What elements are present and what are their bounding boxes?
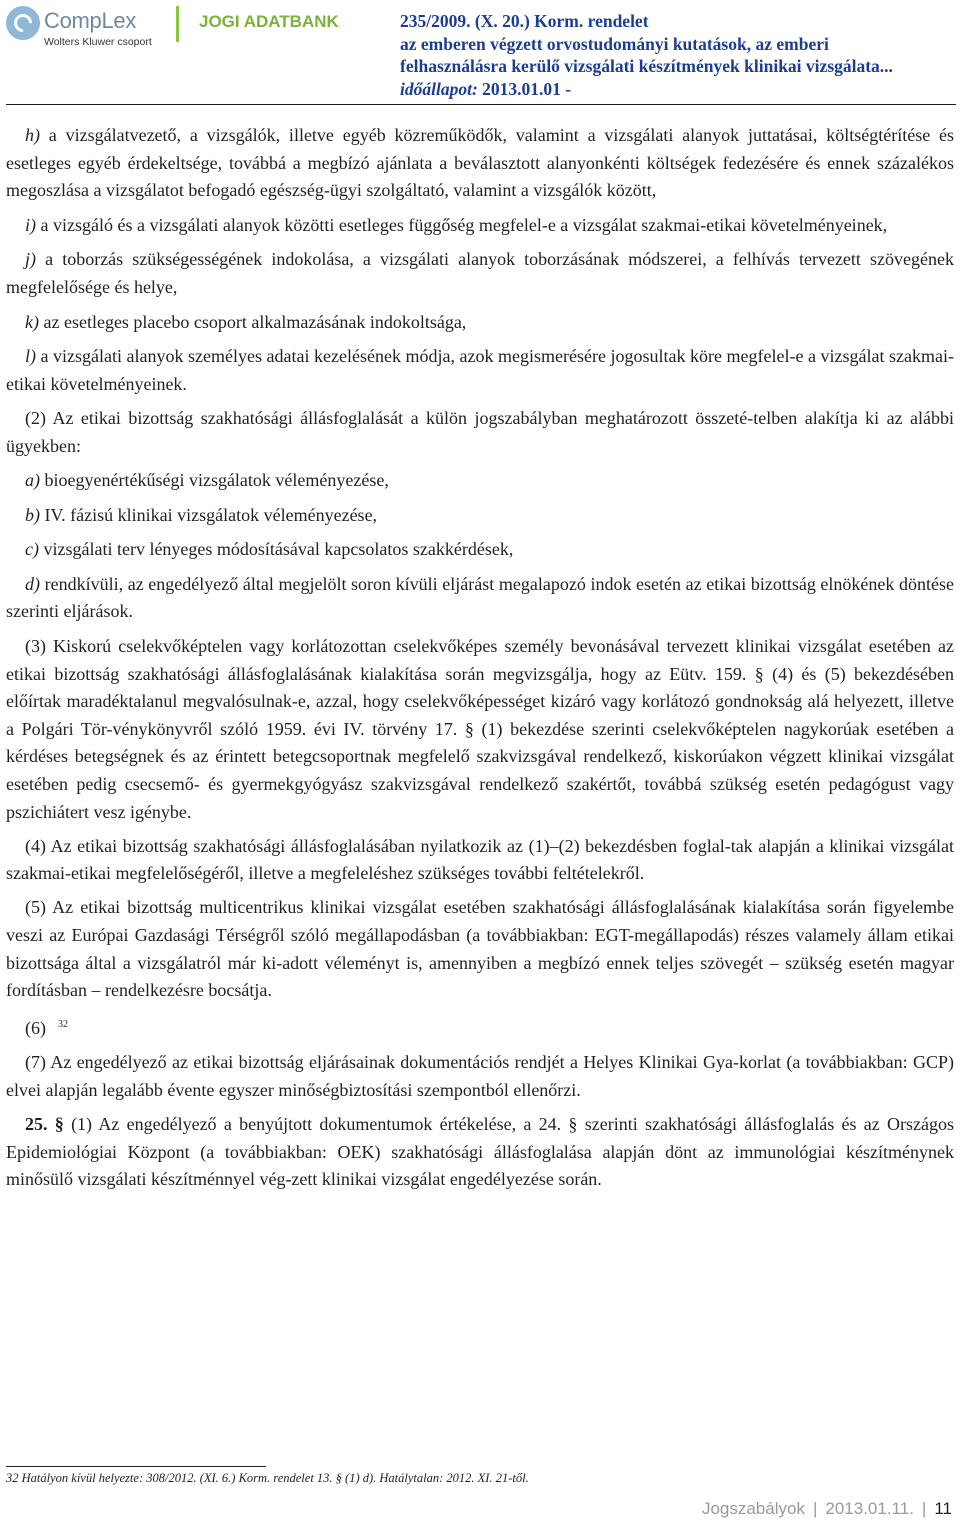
page-header <box>0 0 960 110</box>
list-item-k <box>6 309 954 337</box>
document-title: 235/2009. (X. 20.) Korm. rendelet <box>400 11 649 31</box>
section-25 <box>6 1111 954 1194</box>
list-item-l <box>6 343 954 398</box>
list-item-h <box>6 122 954 205</box>
complex-logo-subtitle: Wolters Kluwer csoport <box>44 36 152 48</box>
header-divider <box>6 104 956 105</box>
item-label: c) <box>25 539 39 560</box>
document-subtitle-line-2: felhasználásra kerülő vizsgálati készítmények klinikai vizsgálata... <box>400 56 893 76</box>
section-number: 25. § <box>25 1114 64 1134</box>
list-item-b <box>6 502 954 530</box>
page-footer <box>702 1499 952 1519</box>
paragraph-7: (7) Az engedélyező az etikai bizottság eljárásainak dokumentációs rendjét a Helyes Klinikai Gya-korlat (a továbbiakban: GCP) elvei alapján legalább évente egyszer minőségbiztosítási szempontból ellenőrzi. <box>6 1052 954 1100</box>
document-subtitle-line-1: az emberen végzett orvostudományi kutatások, az emberi <box>400 33 829 54</box>
item-text: vizsgálati terv lényeges módosításával kapcsolatos szakkérdések, <box>38 539 514 560</box>
item-text: a vizsgálatvezető, a vizsgálók, illetve egyéb közreműködők, valamint a vizsgálati alanyok juttatásai, költségtérítése és esetleges egyéb érdekeltsége, továbbá a megbízó ajánlata a beválasztott alanyonkénti költségek fedezésére és ennek százalékos megoszlása a vizsgálatot befogadó egészség-ügyi szolgáltató, valamint a vizsgálók között, <box>6 125 954 201</box>
item-label: h) <box>25 125 40 145</box>
footer-source: Jogszabályok <box>701 1499 805 1518</box>
item-label: d) <box>25 573 40 594</box>
item-text: a vizsgálati alanyok személyes adatai kezelésének módja, azok megismerésére jogosultak köre megfelel-e a vizsgálat szakmai-etikai követelményeinek. <box>6 346 954 394</box>
complex-logo <box>6 6 171 50</box>
item-text: az esetleges placebo csoport alkalmazásának indokoltsága, <box>38 311 467 332</box>
item-label: a) <box>25 470 40 491</box>
page-number: 11 <box>934 1499 952 1518</box>
paragraph-2: (2) Az etikai bizottság szakhatósági állásfoglalását a külön jogszabályban meghatározott összeté-telben alakítja ki az alábbi ügyekben: <box>6 408 954 456</box>
item-label: b) <box>25 504 40 525</box>
item-text: bioegyenértékűségi vizsgálatok véleményezése, <box>40 470 389 491</box>
section-text: (1) Az engedélyező a benyújtott dokumentumok értékelése, a 24. § szerinti szakhatósági állásfoglalás és az Országos Epidemiológiai Központ (a továbbiakban: OEK) szakhatósági állásfoglalása alapján dönt az immunológiai készítménynek minősülő vizsgálati készítménnyel vég-zett klinikai vizsgálat engedélyezése során. <box>6 1114 954 1190</box>
footer-date: 2013.01.11. <box>825 1499 914 1518</box>
list-item-d <box>6 571 954 626</box>
time-state-value: 2013.01.01 - <box>477 78 572 99</box>
footer-separator: | <box>921 1499 927 1518</box>
list-item-c <box>6 536 954 564</box>
paragraph-6 <box>6 1011 954 1043</box>
footer-separator: | <box>812 1499 818 1518</box>
jogi-adatbank-name: JOGI ADATBANK <box>199 12 339 31</box>
item-text: rendkívüli, az engedélyező által megjelölt soron kívüli eljárást megalapozó indok esetén az etikai bizottság elnökének döntése szerinti eljárások. <box>6 573 954 622</box>
item-label: i) <box>25 214 36 235</box>
footnote-divider <box>6 1466 266 1467</box>
paragraph-5: (5) Az etikai bizottság multicentrikus klinikai vizsgálat esetében szakhatósági állásfoglalásának kialakítása során figyelembe veszi az Európai Gazdasági Térségről szóló megállapodásban (a továbbiakban: EGT-megállapodás) részes valamely állam etikai bizottsága által a vizsgálatról már ki-adott véleményt is, amennyiben a megbízó ennek teljes szövegét – szükség esetén magyar fordításban – rendelkezésre bocsátja. <box>6 897 954 1001</box>
item-label: k) <box>25 311 39 332</box>
time-state <box>400 78 893 101</box>
item-text: IV. fázisú klinikai vizsgálatok véleményezése, <box>40 504 378 525</box>
item-label: l) <box>25 346 36 367</box>
item-text: a toborzás szükségességének indokolása, a vizsgálati alanyok toborzásának módszerei, a felhívás tervezett szövegének megfelelősége és helye, <box>6 249 954 297</box>
list-item-i <box>6 212 954 240</box>
paragraph-4: (4) Az etikai bizottság szakhatósági állásfoglalásában nyilatkozik az (1)–(2) bekezdésben foglal-tak alapján a klinikai vizsgálat szakmai-etikai megfelelőségéről, illetve a megfeleléshez szükséges további feltételekről. <box>6 835 954 884</box>
document-info <box>400 10 893 100</box>
list-item-a <box>6 467 954 495</box>
paragraph-3: (3) Kiskorú cselekvőképtelen vagy korlátozottan cselekvőképes személy bevonásával tervezett klinikai vizsgálat esetében az etikai bizottság szakhatósági állásfoglalásának kialakítása során megvizsgálja, hogy az Eütv. 159. § (4) és (5) bekezdésében előírtak maradéktalanul megvalósulnak-e, azzal, hogy cselekvőképességet kizáró vagy korlátozó gondnokság alá helyezett, illetve a Polgári Tör-vénykönyvről szóló 1959. évi IV. törvény 17. § (1) bekezdése szerinti cselekvőképtelen nagykorúak esetében a kérdéses betegségnek és az érintett betegcsoportnak megfelelő szakvizsgával rendelkező, kiskorúakon végzett klinikai vizsgálat esetében pedig csecsemő- és gyermekgyógyász szakvizsgával rendelkező szakértőt, továbbá szükség esetén pedagógust vagy pszichiátert vesz igénybe. <box>6 636 954 822</box>
complex-logo-name: CompLex <box>44 8 137 33</box>
jogi-adatbank-logo <box>176 6 339 42</box>
paragraph-6-number: (6) <box>25 1018 46 1039</box>
item-text: a vizsgáló és a vizsgálati alanyok közötti esetleges függőség megfelel-e a vizsgálat szakmai-etikai követelményeinek, <box>36 214 888 235</box>
complex-logo-icon <box>6 6 40 40</box>
list-item-j <box>6 246 954 301</box>
item-label: j) <box>25 249 36 270</box>
document-body <box>6 122 954 1200</box>
footnote: 32 Hatályon kívül helyezte: 308/2012. (XI. 6.) Korm. rendelet 13. § (1) d). Hatálytalan: 2012. XI. 21-től. <box>6 1471 529 1485</box>
time-state-label: időállapot: <box>400 78 478 99</box>
footnote-reference[interactable]: 32 <box>58 1019 68 1031</box>
